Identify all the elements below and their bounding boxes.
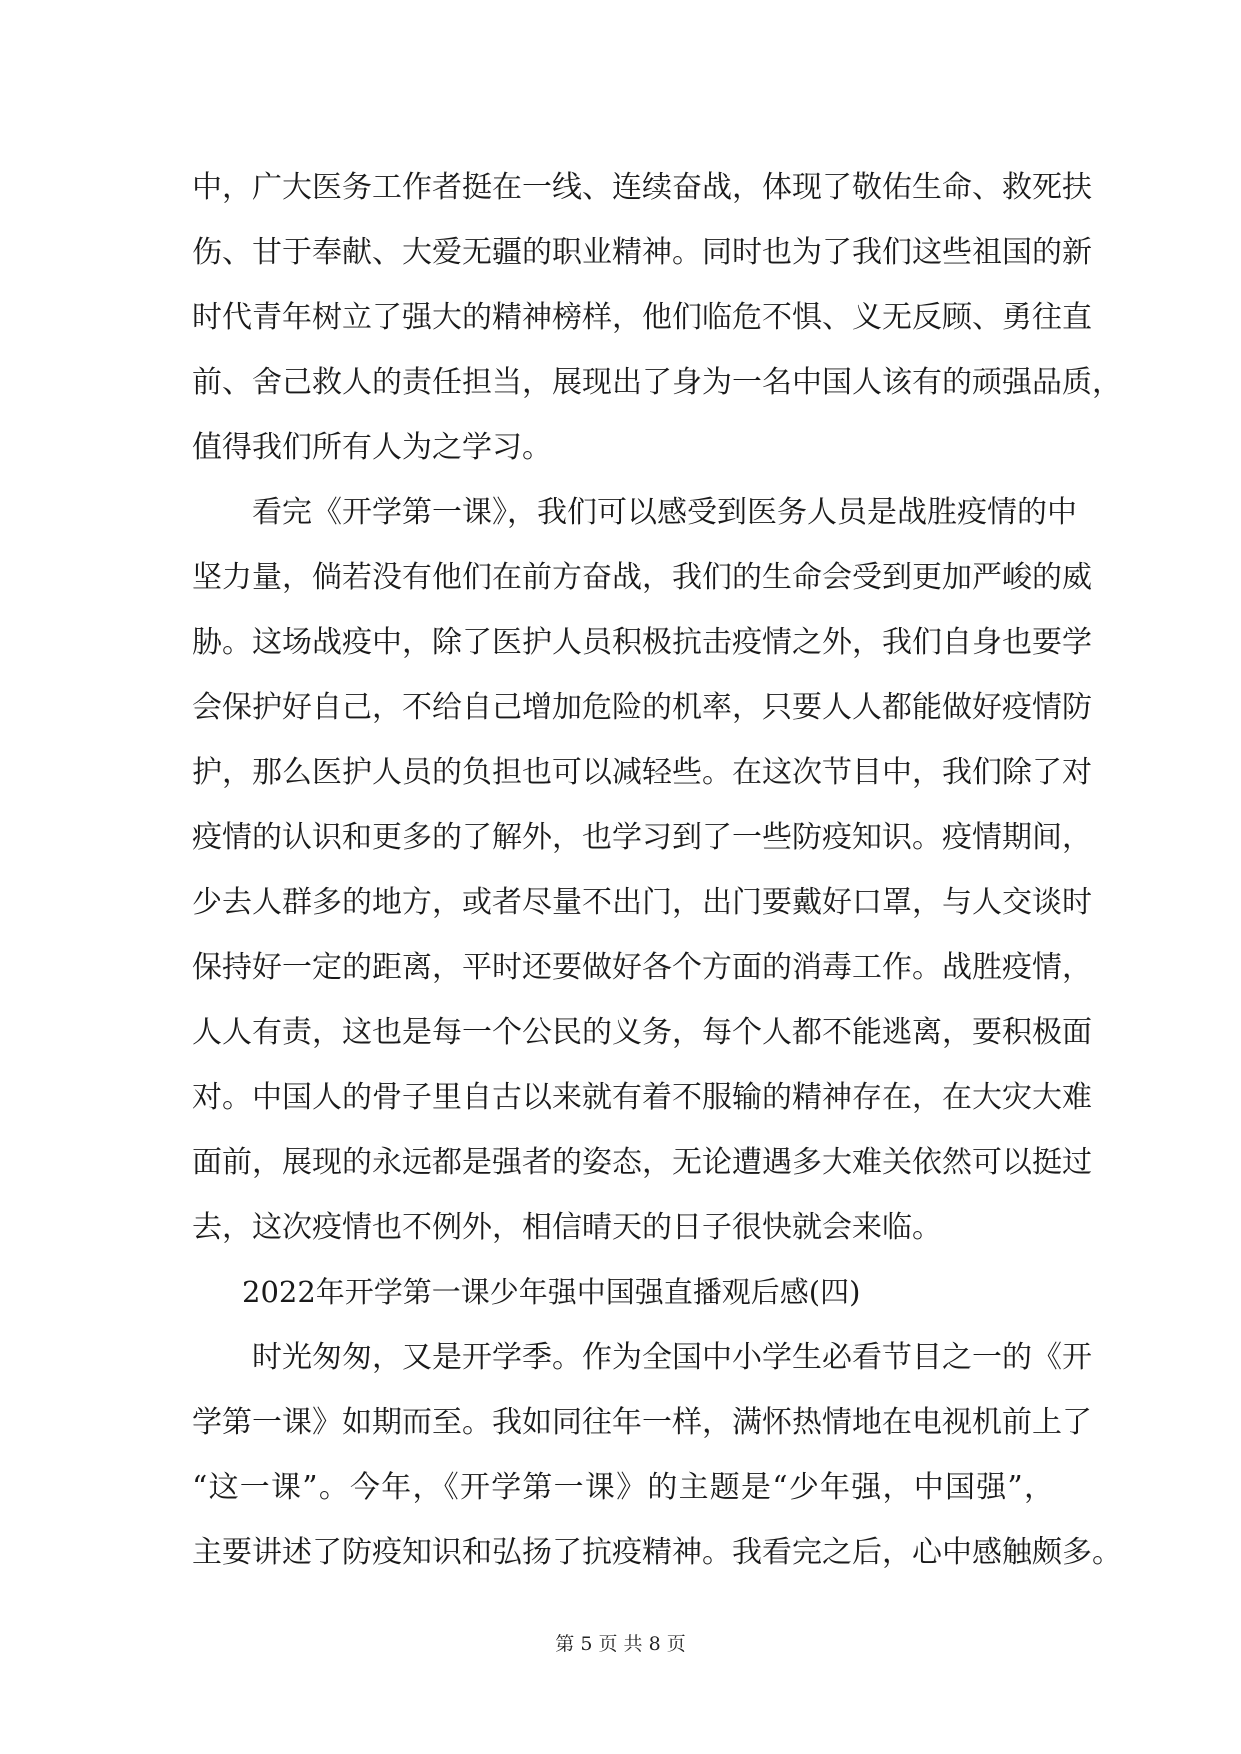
text-line: “这一课”。今年，《开学第一课》的主题是“少年强，中国强”， bbox=[192, 1470, 1054, 1505]
paragraph-2 bbox=[192, 480, 1092, 1260]
text-line: 去，这次疫情也不例外，相信晴天的日子很快就会来临。 bbox=[192, 1210, 942, 1245]
current-page-number: 5 bbox=[580, 1633, 593, 1655]
footer-suffix: 页 bbox=[666, 1633, 686, 1655]
section-heading: 2022年开学第一课少年强中国强直播观后感(四) bbox=[242, 1275, 861, 1309]
document-body bbox=[192, 155, 1122, 1585]
text-line: 伤、甘于奉献、大爱无疆的职业精神。同时也为了我们这些祖国的新 bbox=[192, 235, 1092, 270]
text-line: 面前，展现的永远都是强者的姿态，无论遭遇多大难关依然可以挺过 bbox=[192, 1145, 1092, 1180]
text-line: 看完《开学第一课》，我们可以感受到医务人员是战胜疫情的中 bbox=[252, 495, 1077, 530]
text-line: 中，广大医务工作者挺在一线、连续奋战，体现了敬佑生命、救死扶 bbox=[192, 170, 1092, 205]
footer-total-prefix: 共 bbox=[623, 1633, 643, 1655]
paragraph-3 bbox=[192, 1325, 1122, 1585]
text-line: 坚力量，倘若没有他们在前方奋战，我们的生命会受到更加严峻的威 bbox=[192, 560, 1092, 595]
total-page-count: 8 bbox=[648, 1633, 661, 1655]
text-line: 护，那么医护人员的负担也可以减轻些。在这次节目中，我们除了对 bbox=[192, 755, 1092, 790]
text-line: 主要讲述了防疫知识和弘扬了抗疫精神。我看完之后，心中感触颇多。 bbox=[192, 1535, 1122, 1570]
text-line: 保持好一定的距离，平时还要做好各个方面的消毒工作。战胜疫情， bbox=[192, 950, 1092, 985]
paragraph-1 bbox=[192, 155, 1122, 480]
text-line: 少去人群多的地方，或者尽量不出门，出门要戴好口罩，与人交谈时 bbox=[192, 885, 1092, 920]
text-line: 前、舍己救人的责任担当，展现出了身为一名中国人该有的顽强品质， bbox=[192, 365, 1122, 400]
text-line: 人人有责，这也是每一个公民的义务，每个人都不能逃离，要积极面 bbox=[192, 1015, 1092, 1050]
footer-prefix: 第 bbox=[555, 1633, 575, 1655]
text-line: 会保护好自己，不给自己增加危险的机率，只要人人都能做好疫情防 bbox=[192, 690, 1092, 725]
text-line: 对。中国人的骨子里自古以来就有着不服输的精神存在，在大灾大难 bbox=[192, 1080, 1092, 1115]
page-footer bbox=[0, 1632, 1241, 1656]
text-line: 值得我们所有人为之学习。 bbox=[192, 430, 552, 465]
footer-page-label: 页 bbox=[598, 1633, 618, 1655]
text-line: 学第一课》如期而至。我如同往年一样，满怀热情地在电视机前上了 bbox=[192, 1405, 1092, 1440]
text-line: 疫情的认识和更多的了解外，也学习到了一些防疫知识。疫情期间， bbox=[192, 820, 1092, 855]
text-line: 时光匆匆，又是开学季。作为全国中小学生必看节目之一的《开 bbox=[252, 1340, 1092, 1375]
text-line: 时代青年树立了强大的精神榜样，他们临危不惧、义无反顾、勇往直 bbox=[192, 300, 1092, 335]
text-line: 胁。这场战疫中，除了医护人员积极抗击疫情之外，我们自身也要学 bbox=[192, 625, 1092, 660]
